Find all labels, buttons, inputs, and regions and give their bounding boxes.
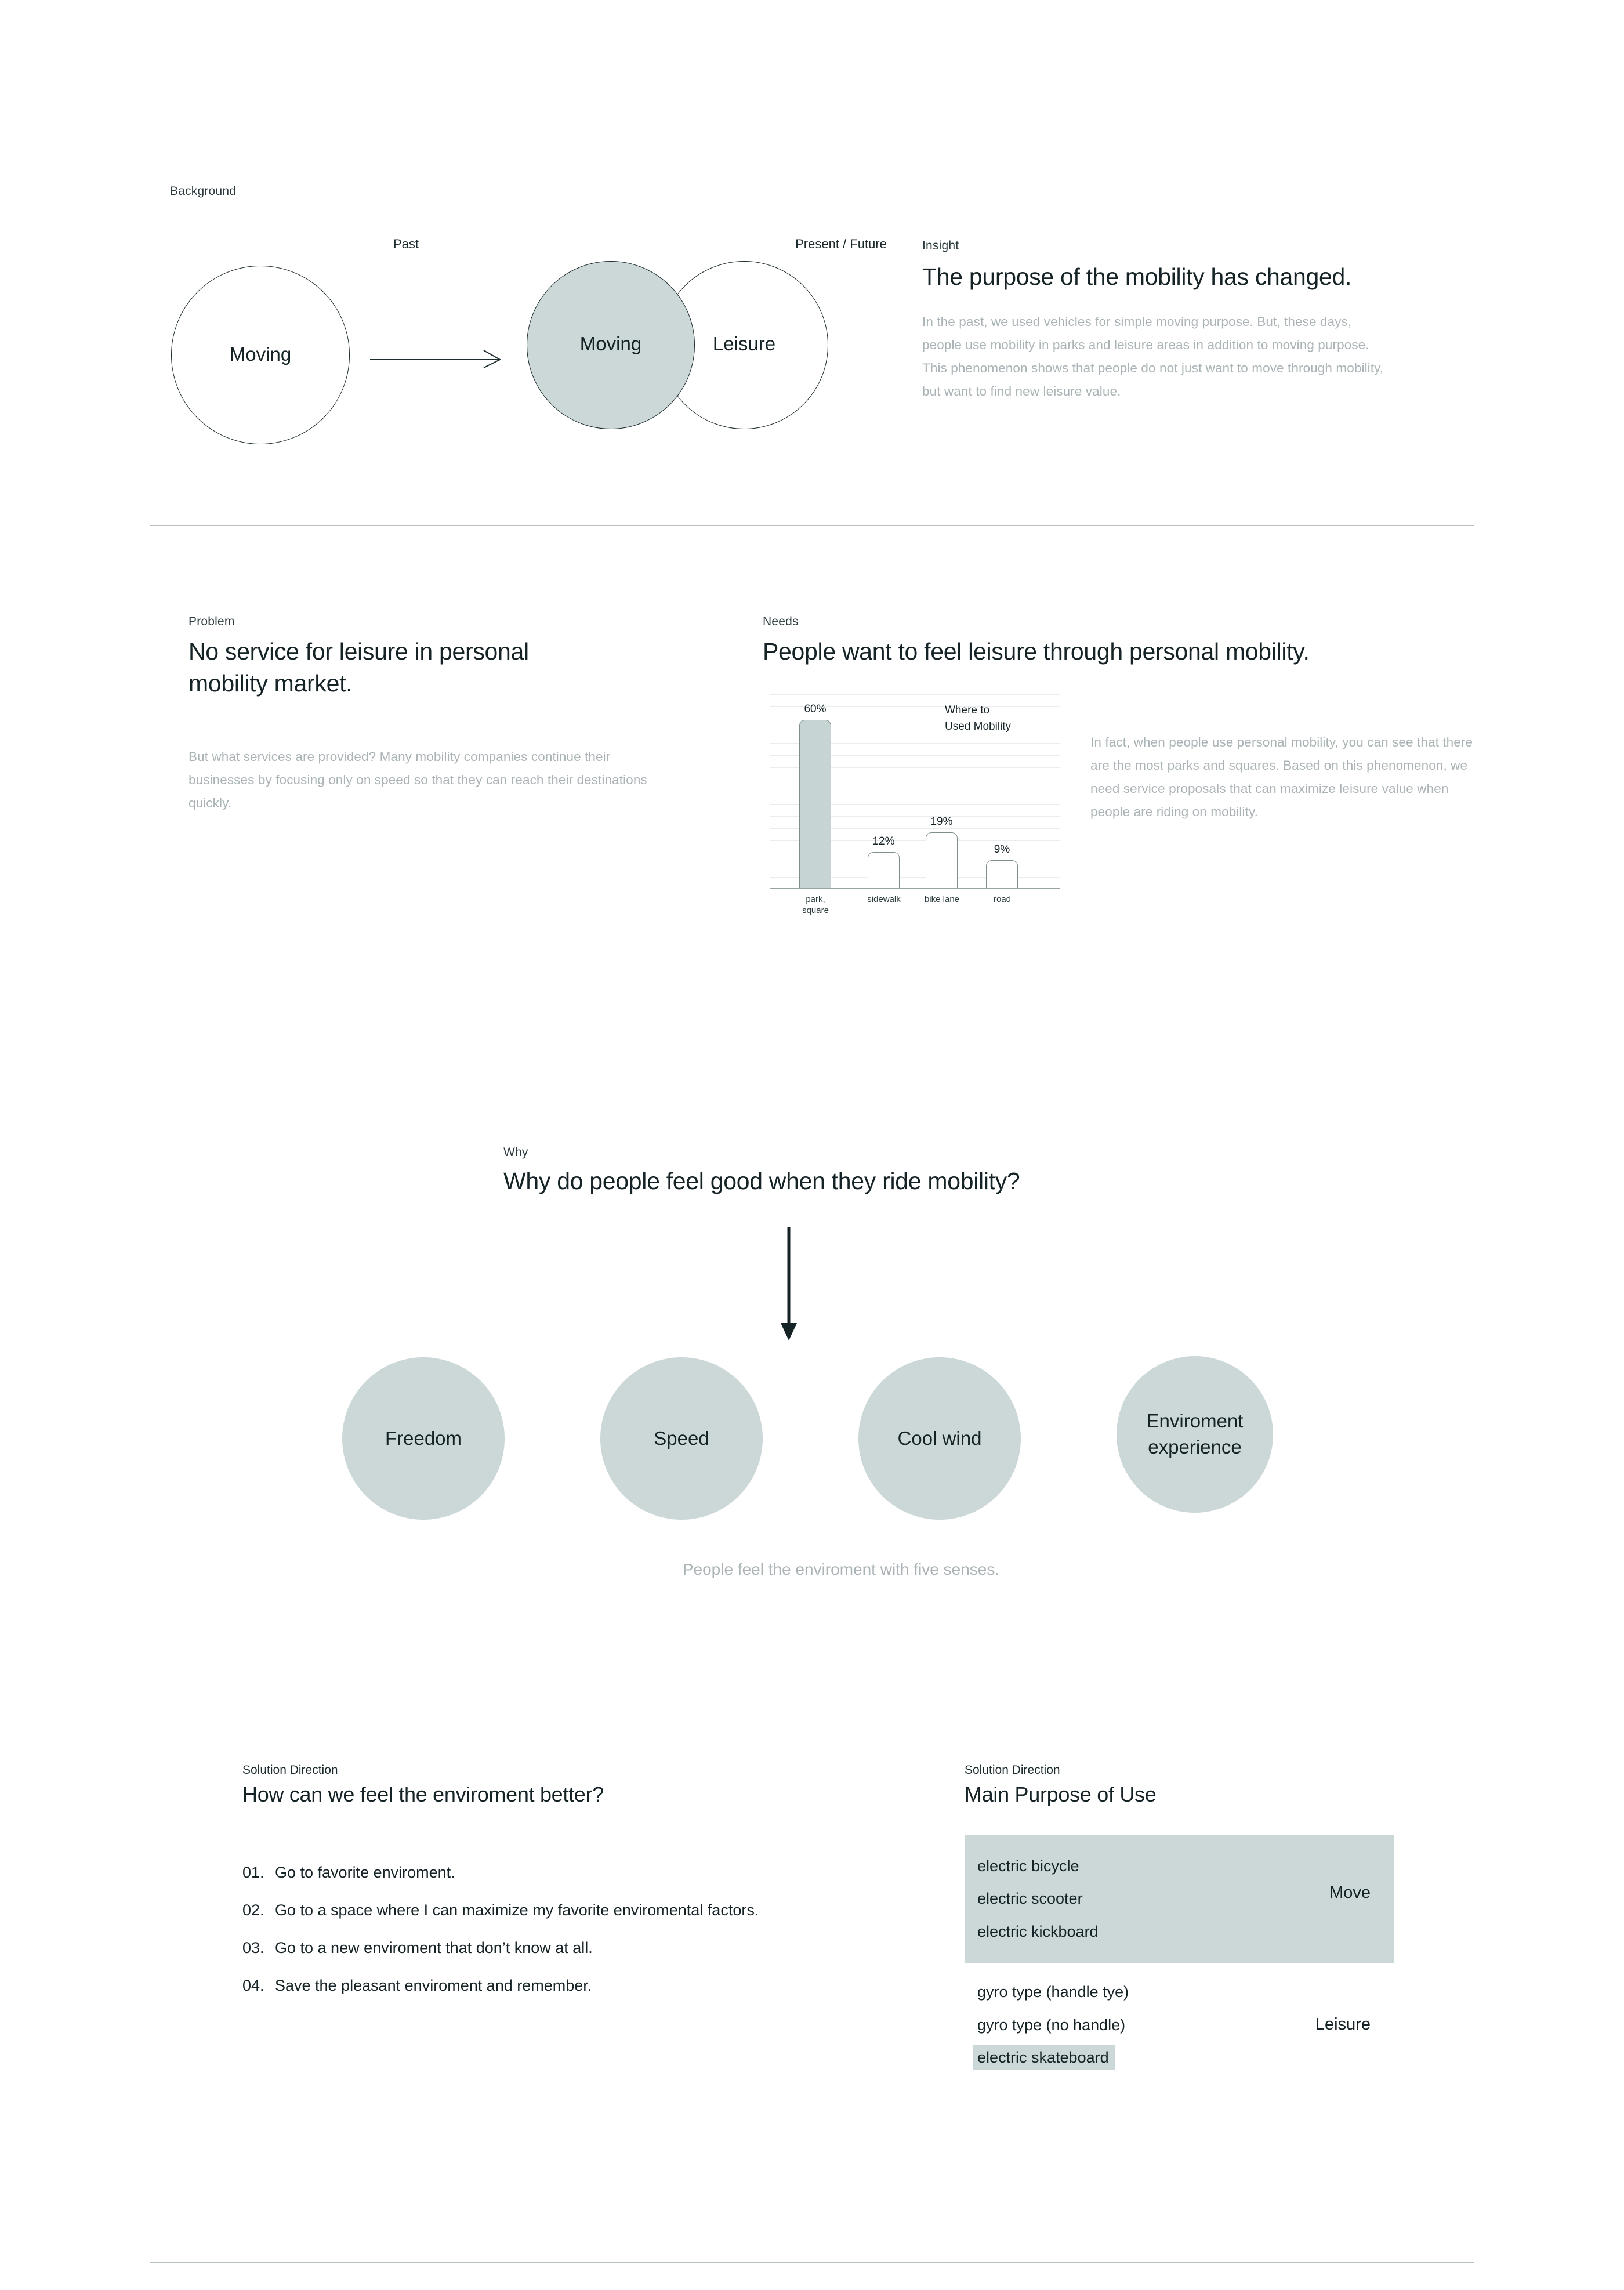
list-item [242, 1937, 822, 1959]
circle-past-moving-label: Moving [229, 343, 292, 365]
problem-label: Problem [188, 615, 235, 628]
table-row: electric scooter [977, 1890, 1083, 1908]
circle-present-moving-label: Moving [579, 333, 642, 354]
table-row: electric bicycle [977, 1857, 1079, 1875]
list-item-number: 03. [242, 1938, 264, 1956]
list-item [242, 1861, 822, 1884]
five-senses-caption: People feel the enviroment with five senses. [682, 1560, 1000, 1578]
table-cell-highlighted: electric skateboard [973, 2045, 1115, 2070]
needs-label: Needs [763, 615, 799, 628]
list-item-text: Go to a space where I can maximize my favorite enviromental factors. [275, 1901, 759, 1919]
chart-category-line-1: bike lane [924, 894, 960, 904]
chart-bar-value: 19% [930, 816, 953, 828]
problem-block [188, 615, 710, 815]
factor-circle-label: Speed [654, 1427, 709, 1449]
section-divider [150, 525, 1474, 526]
list-item-text: Go to favorite enviroment. [275, 1863, 455, 1881]
why-label: Why [503, 1146, 528, 1159]
purpose-group-tag-leisure: Leisure [1315, 2015, 1371, 2034]
solution-list [242, 1861, 822, 1998]
circle-past-moving [171, 266, 350, 444]
mobility-usage-chart [770, 694, 1060, 921]
chart-category-label [916, 894, 968, 905]
insight-block [922, 239, 1444, 404]
circle-present-leisure-label: Leisure [712, 333, 776, 354]
venn-diagram [162, 232, 905, 452]
problem-body: But what services are provided? Many mobility companies continue their businesses by focusing only on speed so that they can reach their destinations quickly. [188, 749, 647, 810]
factor-circle-label: Freedom [385, 1427, 462, 1449]
chart-category-label [789, 894, 842, 916]
factor-circle-speed [600, 1357, 763, 1520]
purpose-group-tag-move: Move [1329, 1883, 1371, 1902]
chart-category-line-1: sidewalk [867, 894, 901, 904]
insight-label: Insight [922, 239, 959, 252]
solution-left-label: Solution Direction [242, 1763, 338, 1777]
solution-right-label: Solution Direction [965, 1763, 1060, 1777]
factor-circle-label: Enviroment experience [1146, 1410, 1244, 1458]
venn-past-caption: Past [393, 237, 419, 251]
chart-bar [799, 703, 831, 888]
problem-headline: No service for leisure in personal mobility market. [188, 638, 529, 697]
solution-right-headline: Main Purpose of Use [965, 1782, 1157, 1806]
chart-category-line-1: park, [806, 894, 825, 904]
table-row: gyro type (no handle) [977, 2016, 1126, 2034]
down-arrow-icon [771, 1227, 806, 1343]
chart-bar-value: 60% [804, 703, 826, 715]
solution-direction-left [242, 1763, 822, 2012]
list-item-number: 01. [242, 1863, 264, 1881]
purpose-group-leisure [965, 1963, 1394, 2076]
why-headline: Why do people feel good when they ride mobility? [503, 1168, 1020, 1194]
list-item [242, 1974, 822, 1997]
chart-category-label [976, 894, 1028, 905]
list-item [242, 1899, 822, 1922]
list-item-text: Go to a new enviroment that don’t know at all. [275, 1938, 593, 1956]
factor-circle-enviroment-experience [1116, 1356, 1273, 1513]
factor-circle-label: Cool wind [897, 1427, 982, 1449]
list-item-text: Save the pleasant enviroment and remember. [275, 1977, 592, 1995]
needs-body: In fact, when people use personal mobility, you can see that there are the most parks and squares. Based on this phenomenon, we need service proposals that can maximize leisure value when people are riding on mobility. [1090, 735, 1473, 820]
main-purpose-of-use-table [965, 1835, 1394, 2076]
purpose-group-move [965, 1835, 1394, 1963]
chart-category-line-1: road [993, 894, 1012, 904]
section-divider [150, 2262, 1474, 2263]
list-item-number: 02. [242, 1901, 264, 1919]
table-row: electric kickboard [977, 1922, 1099, 1940]
background-section-label: Background [170, 184, 237, 198]
insight-headline: The purpose of the mobility has changed. [922, 263, 1352, 290]
solution-left-headline: How can we feel the enviroment better? [242, 1782, 604, 1806]
list-item-number: 04. [242, 1977, 264, 1995]
chart-category-label [858, 894, 910, 905]
chart-bar [926, 816, 958, 888]
chart-bar [868, 835, 900, 888]
chart-bar-value: 9% [994, 843, 1010, 856]
venn-present-caption: Present / Future [795, 237, 887, 251]
circle-present-moving [527, 261, 695, 429]
why-block [503, 1146, 1199, 1197]
solution-direction-right [965, 1763, 1487, 1809]
table-row: gyro type (handle tye) [977, 1983, 1129, 2001]
chart-title-line-2: Used Mobility [945, 720, 1012, 733]
factor-circle-cool-wind [858, 1357, 1021, 1520]
chart-title-line-1: Where to [945, 704, 990, 716]
chart-bar-value: 12% [872, 835, 895, 847]
chart-bar [986, 843, 1018, 888]
chart-title [945, 702, 1049, 734]
needs-headline: People want to feel leisure through personal mobility. [763, 638, 1310, 665]
chart-category-line-2: square [802, 905, 829, 915]
table-row [965, 2041, 1394, 2074]
transition-arrow-icon [370, 348, 509, 371]
insight-body: In the past, we used vehicles for simple moving purpose. But, these days, people use mobility in parks and leisure areas in addition to moving purpose. This phenomenon shows that people do not just want to move through mobility, but want to find new leisure value. [922, 314, 1384, 399]
factor-circle-freedom [342, 1357, 505, 1520]
needs-block [763, 615, 1488, 668]
chart-plot-area [770, 694, 1060, 889]
